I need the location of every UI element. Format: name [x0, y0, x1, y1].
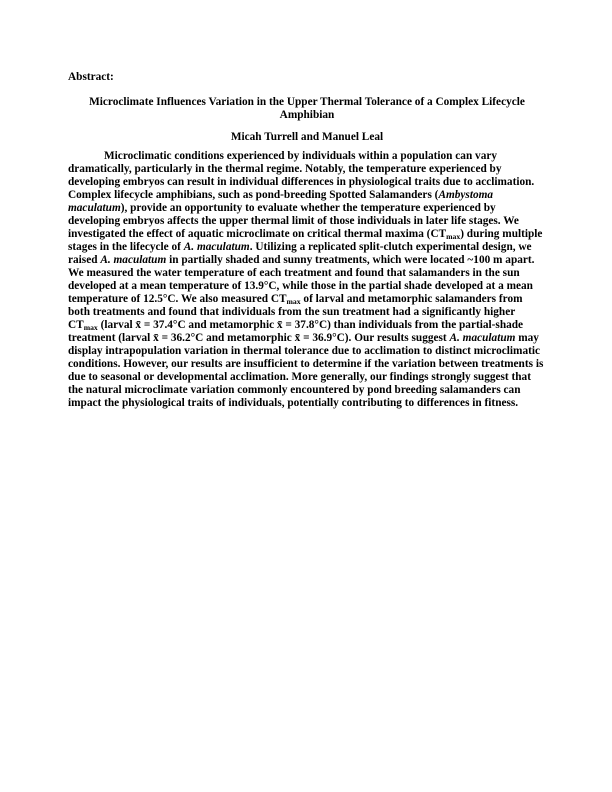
abstract-body-paragraph: Microclimatic conditions experienced by individuals within a population can vary dramatically, particularly in the thermal regime. Notably, the temperature experienced by developing embryos can result in individual differences in physiological traits due to acclimation. Complex lifecycle amphibians, such as pond-breeding Spotted Salamanders (Ambystoma maculatum), provide an opportunity to evaluate whether the temperature experienced by developing embryos affects the upper thermal limit of those individuals in later life stages. We investigated the effect of aquatic microclimate on critical thermal maxima (CTmax) during multiple stages in the lifecycle of A. maculatum. Utilizing a replicated split-clutch experimental design, we raised A. maculatum in partially shaded and sunny treatments, which were located ~100 m apart. We measured the water temperature of each treatment and found that salamanders in the sun developed at a mean temperature of 13.9°C, while those in the partial shade developed at a mean temperature of 12.5°C. We also measured CTmax of larval and metamorphic salamanders from both treatments and found that individuals from the sun treatment had a significantly higher CTmax (larval x̄ = 37.4°C and metamorphic x̄ = 37.8°C) than individuals from the partial-shade treatment (larval x̄ = 36.2°C and metamorphic x̄ = 36.9°C). Our results suggest A. maculatum may display intrapopulation variation in thermal tolerance due to acclimation to distinct microclimatic conditions. However, our results are insufficient to determine if the variation between treatments is due to seasonal or developmental acclimation. More generally, our findings strongly suggest that the natural microclimate variation commonly encountered by pond breeding salamanders can impact the physiological traits of individuals, potentially contributing to differences in fitness. — [68, 150, 544, 409]
page-content — [68, 71, 546, 410]
paper-title: Microclimate Influences Variation in the Upper Thermal Tolerance of a Complex Lifecycle Amphibian — [89, 96, 525, 121]
authors-line: Micah Turrell and Manuel Leal — [230, 131, 384, 143]
abstract-heading: Abstract: — [68, 71, 114, 83]
